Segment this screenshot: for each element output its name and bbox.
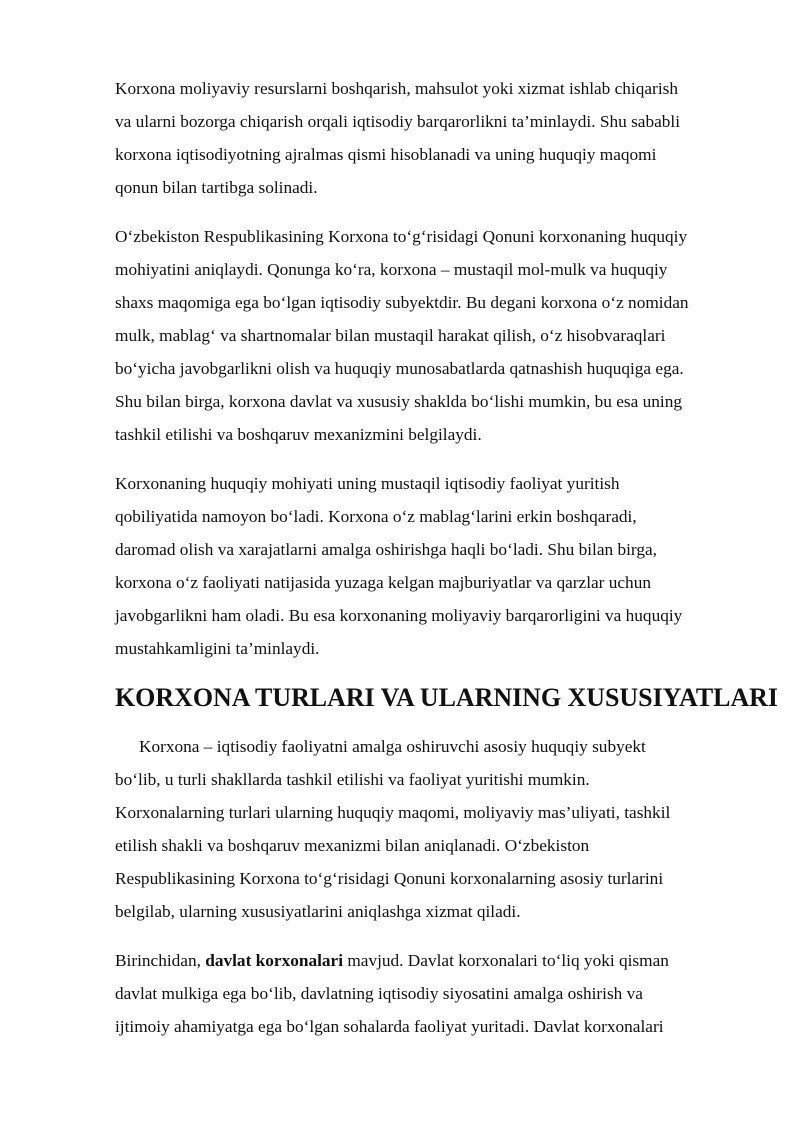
text-run: mavjud. Davlat korxonalari to‘liq yoki qisman (343, 951, 669, 970)
text-line: javobgarlikni ham oladi. Bu esa korxonaning moliyaviy barqarorligini va huquqiy (115, 606, 683, 625)
text-line: tashkil etilishi va boshqaruv mexanizmini belgilaydi. (115, 425, 482, 444)
text-line (115, 944, 750, 977)
text-line: mulk, mablag‘ va shartnomalar bilan mustaqil harakat qilish, o‘z hisobvaraqlari (115, 326, 666, 345)
text-line: Korxona moliyaviy resurslarni boshqarish, mahsulot yoki xizmat ishlab chiqarish (115, 79, 678, 98)
text-line: qonun bilan tartibga solinadi. (115, 178, 318, 197)
bold-term: davlat korxonalari (205, 951, 344, 970)
text-line: Korxona – iqtisodiy faoliyatni amalga oshiruvchi asosiy huquqiy subyekt (139, 737, 646, 756)
text-line: bo‘lib, u turli shakllarda tashkil etilishi va faoliyat yuritishi mumkin. (115, 770, 590, 789)
text-line: Shu bilan birga, korxona davlat va xususiy shaklda bo‘lishi mumkin, bu esa uning (115, 392, 683, 411)
text-line: O‘zbekiston Respublikasining Korxona to‘g‘risidagi Qonuni korxonaning huquqiy (115, 227, 688, 246)
text-line: korxona iqtisodiyotning ajralmas qismi hisoblanadi va uning huquqiy maqomi (115, 145, 657, 164)
paragraph-3 (115, 467, 750, 665)
text-line: ijtimoiy ahamiyatga ega bo‘lgan sohalarda faoliyat yuritadi. Davlat korxonalari (115, 1017, 664, 1036)
text-line: shaxs maqomiga ega bo‘lgan iqtisodiy subyektdir. Bu degani korxona o‘z nomidan (115, 293, 689, 312)
text-line: davlat mulkiga ega bo‘lib, davlatning iqtisodiy siyosatini amalga oshirish va (115, 984, 643, 1003)
text-line: belgilab, ularning xususiyatlarini aniqlashga xizmat qiladi. (115, 902, 521, 921)
text-line: daromad olish va xarajatlarni amalga oshirishga haqli bo‘ladi. Shu bilan birga, (115, 540, 657, 559)
text-line: Korxonaning huquqiy mohiyati uning mustaqil iqtisodiy faoliyat yuritish (115, 474, 620, 493)
paragraph-2 (115, 220, 750, 451)
document-page (115, 72, 778, 1059)
text-line: qobiliyatida namoyon bo‘ladi. Korxona o‘z mablag‘larini erkin boshqaradi, (115, 507, 637, 526)
text-line: mohiyatini aniqlaydi. Qonunga ko‘ra, korxona – mustaqil mol-mulk va huquqiy (115, 260, 668, 279)
text-run: Birinchidan, (115, 951, 206, 970)
section-heading: KORXONA TURLARI VA ULARNING XUSUSIYATLARI (115, 683, 778, 712)
text-line: mustahkamligini ta’minlaydi. (115, 639, 320, 658)
paragraph-1 (115, 72, 750, 204)
text-line: korxona o‘z faoliyati natijasida yuzaga kelgan majburiyatlar va qarzlar uchun (115, 573, 651, 592)
text-line: etilish shakli va boshqaruv mexanizmi bilan aniqlanadi. O‘zbekiston (115, 836, 590, 855)
text-line: Korxonalarning turlari ularning huquqiy maqomi, moliyaviy mas’uliyati, tashkil (115, 803, 671, 822)
section-paragraph (115, 730, 750, 928)
text-line: Respublikasining Korxona to‘g‘risidagi Qonuni korxonalarning asosiy turlarini (115, 869, 664, 888)
last-paragraph (115, 944, 750, 1043)
text-line: bo‘yicha javobgarlikni olish va huquqiy munosabatlarda qatnashish huquqiga ega. (115, 359, 684, 378)
text-line: va ularni bozorga chiqarish orqali iqtisodiy barqarorlikni ta’minlaydi. Shu sababli (115, 112, 681, 131)
